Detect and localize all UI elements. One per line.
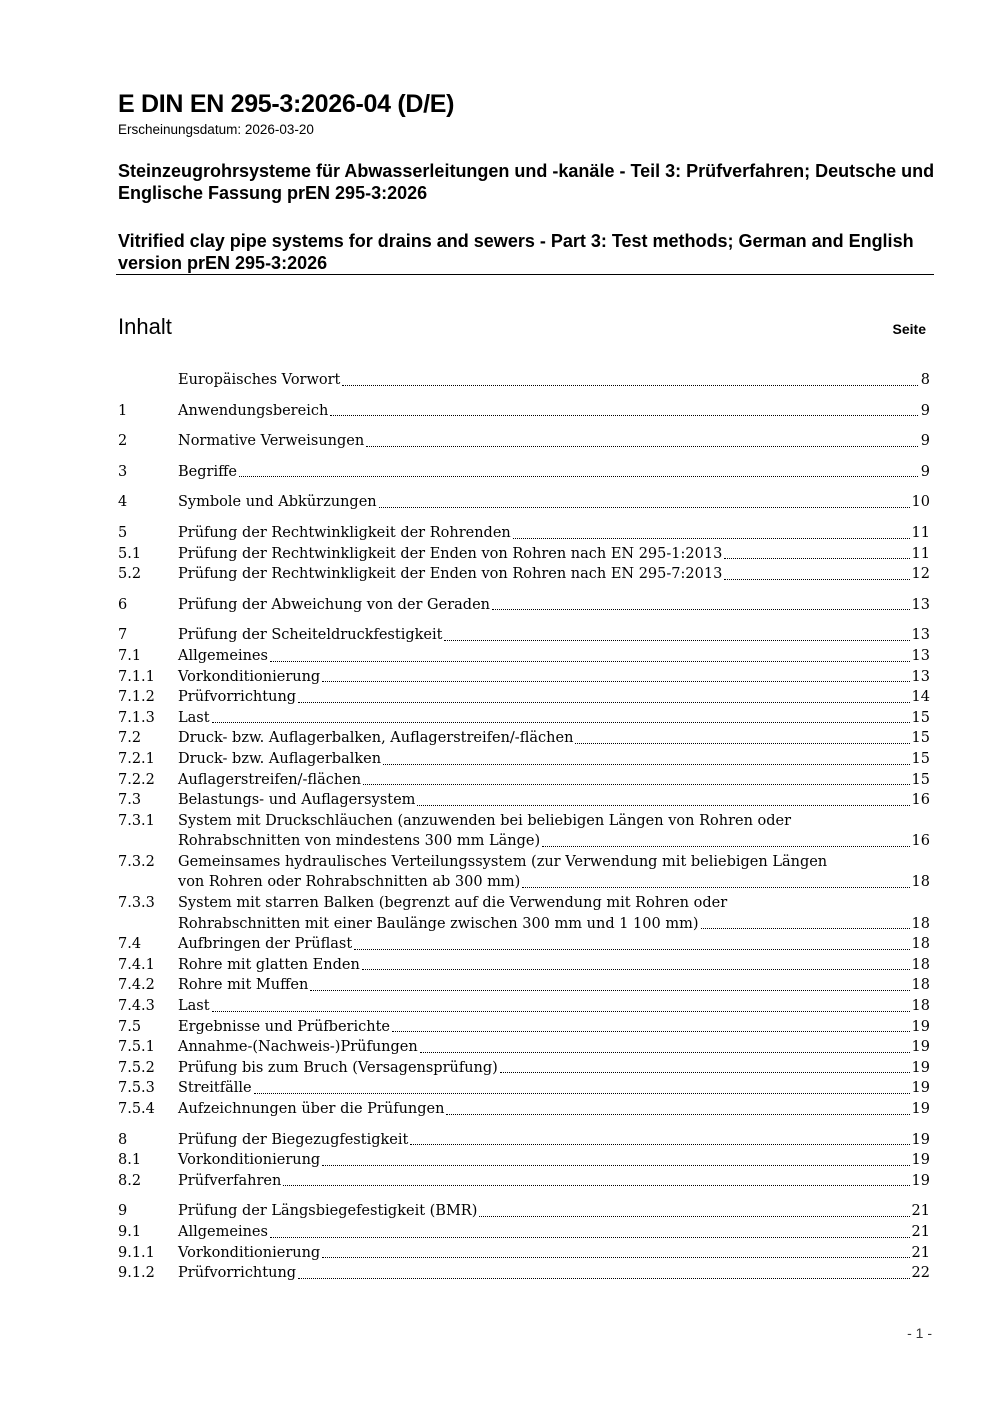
toc-entry-title: Prüfung der Längsbiegefestigkeit (BMR) — [178, 1203, 478, 1220]
toc-entry[interactable] — [118, 852, 930, 893]
toc-entry-page: 15 — [911, 750, 930, 767]
toc-entry-title: Prüfung der Scheiteldruckfestigkeit — [178, 627, 443, 644]
publication-date: Erscheinungsdatum: 2026-03-20 — [118, 122, 314, 137]
toc-entry-page: 19 — [911, 1039, 930, 1056]
toc-entry-page: 18 — [911, 915, 930, 932]
toc-entry-title: Europäisches Vorwort — [178, 372, 341, 388]
toc-entry-number: 1 — [118, 402, 128, 419]
toc-entry-number: 5.2 — [118, 566, 142, 583]
toc-entry-number: 7.3.1 — [118, 812, 155, 829]
table-of-contents — [118, 370, 930, 1284]
toc-entry[interactable] — [118, 1058, 930, 1079]
toc-entry[interactable] — [118, 544, 930, 565]
toc-dot-leader — [322, 1161, 909, 1166]
toc-entry[interactable] — [118, 492, 930, 513]
toc-entry[interactable] — [118, 1130, 930, 1151]
toc-entry-page: 14 — [911, 689, 930, 706]
toc-entry-title: Vorkonditionierung — [178, 1152, 321, 1169]
toc-entry-number: 7.2 — [118, 730, 142, 747]
toc-entry-page: 19 — [911, 1101, 930, 1117]
toc-entry-title: Prüfung der Rechtwinkligkeit der Rohrenden — [178, 524, 511, 541]
toc-entry-page: 18 — [911, 936, 930, 953]
toc-entry-number: 7.3 — [118, 792, 142, 809]
toc-entry[interactable] — [118, 1150, 930, 1171]
toc-dot-leader — [513, 534, 910, 539]
toc-entry-page: 21 — [911, 1203, 930, 1220]
toc-entry-page: 9 — [920, 402, 930, 419]
toc-entry-title: Vorkonditionierung — [178, 668, 321, 685]
toc-dot-leader — [701, 924, 910, 929]
toc-entry-page: 18 — [911, 998, 930, 1015]
toc-entry-number: 2 — [118, 433, 128, 450]
toc-entry-number: 8 — [118, 1131, 128, 1148]
toc-entry-page: 21 — [911, 1223, 930, 1240]
toc-entry-page: 19 — [911, 1059, 930, 1076]
document-id: E DIN EN 295-3:2026-04 (D/E) — [118, 90, 455, 118]
toc-entry-number: 7.4 — [118, 936, 142, 953]
toc-entry-title: Prüfung der Abweichung von der Geraden — [178, 596, 490, 613]
toc-dot-leader — [354, 945, 909, 950]
toc-entry-page: 9 — [920, 463, 930, 480]
toc-dot-leader — [310, 986, 909, 991]
toc-entry[interactable] — [118, 1037, 930, 1058]
toc-entry-number: 7.5 — [118, 1018, 142, 1035]
toc-entry-page: 11 — [911, 545, 930, 562]
toc-entry-title: Ergebnisse und Prüfberichte — [178, 1018, 390, 1035]
toc-entry[interactable] — [118, 749, 930, 770]
toc-dot-leader — [298, 1274, 909, 1279]
toc-dot-leader — [239, 472, 918, 477]
toc-entry-number: 7.1.1 — [118, 668, 155, 685]
toc-entry-title-continued: Rohrabschnitten mit einer Baulänge zwischen 300 mm und 1 100 mm) — [178, 915, 699, 932]
toc-dot-leader — [270, 1233, 910, 1238]
toc-entry-number: 7.4.1 — [118, 956, 155, 973]
toc-entry-page: 9 — [920, 433, 930, 450]
toc-entry[interactable] — [118, 790, 930, 811]
toc-entry-title: Prüfung der Rechtwinkligkeit der Enden von Rohren nach EN 295-7:2013 — [178, 566, 723, 583]
toc-entry-page: 13 — [911, 627, 930, 644]
toc-dot-leader — [479, 1212, 909, 1217]
toc-dot-leader — [492, 605, 910, 610]
toc-page-column-label: Seite — [892, 321, 926, 337]
toc-entry[interactable] — [118, 1017, 930, 1038]
toc-entry-title: Normative Verweisungen — [178, 433, 365, 450]
toc-dot-leader — [522, 883, 909, 888]
title-german: Steinzeugrohrsysteme für Abwasserleitungen und -kanäle - Teil 3: Prüfverfahren; Deutsche und Englische Fassung prEN 295-3:2026 — [118, 161, 935, 203]
toc-entry[interactable] — [118, 1078, 930, 1099]
toc-dot-leader — [500, 1068, 910, 1073]
toc-dot-leader — [383, 760, 909, 765]
toc-entry-page: 13 — [911, 596, 930, 613]
toc-entry-title: Prüfung der Biegezugfestigkeit — [178, 1131, 409, 1148]
toc-entry-number: 5.1 — [118, 545, 142, 562]
toc-entry-page: 19 — [911, 1131, 930, 1148]
toc-entry[interactable] — [118, 462, 930, 483]
toc-dot-leader — [724, 575, 909, 580]
toc-entry-title: Last — [178, 709, 210, 726]
toc-entry-title: Rohre mit Muffen — [178, 977, 309, 994]
toc-entry-title: Begriffe — [178, 463, 237, 480]
toc-dot-leader — [417, 801, 909, 806]
toc-entry-title: Symbole und Abkürzungen — [178, 494, 377, 511]
toc-dot-leader — [392, 1027, 910, 1032]
toc-entry-number: 7.3.3 — [118, 895, 155, 912]
toc-entry[interactable] — [118, 1099, 930, 1120]
toc-entry-title: Gemeinsames hydraulisches Verteilungssystem (zur Verwendung mit beliebigen Längen — [178, 853, 828, 870]
toc-entry-title: Druck- bzw. Auflagerbalken, Auflagerstreifen/-flächen — [178, 730, 574, 747]
toc-entry-number: 7.2.2 — [118, 771, 155, 788]
toc-dot-leader — [298, 698, 909, 703]
footer-page-number: - 1 - — [907, 1325, 932, 1341]
toc-entry-number: 9 — [118, 1203, 128, 1220]
toc-dot-leader — [446, 1110, 909, 1115]
toc-entry-page: 18 — [911, 956, 930, 973]
toc-entry-title: Prüfverfahren — [178, 1172, 282, 1189]
header-divider — [116, 274, 934, 275]
toc-entry[interactable] — [118, 955, 930, 976]
toc-dot-leader — [420, 1048, 910, 1053]
toc-entry-title: Prüfung bis zum Bruch (Versagensprüfung) — [178, 1059, 498, 1076]
toc-dot-leader — [379, 503, 910, 508]
toc-dot-leader — [575, 739, 909, 744]
toc-entry[interactable] — [118, 728, 930, 749]
toc-dot-leader — [270, 657, 910, 662]
toc-entry-number: 7.5.1 — [118, 1039, 155, 1056]
toc-entry-page: 19 — [911, 1152, 930, 1169]
toc-entry-number: 7.3.2 — [118, 853, 155, 870]
toc-entry-title: Last — [178, 998, 210, 1015]
toc-entry-number: 9.1 — [118, 1223, 142, 1240]
toc-entry-number: 6 — [118, 596, 128, 613]
toc-dot-leader — [330, 411, 918, 416]
toc-entry[interactable] — [118, 1243, 930, 1264]
toc-entry[interactable] — [118, 595, 930, 616]
toc-entry-title: Prüfvorrichtung — [178, 1265, 297, 1282]
toc-entry[interactable] — [118, 975, 930, 996]
toc-entry[interactable] — [118, 370, 930, 391]
toc-entry-title: Vorkonditionierung — [178, 1244, 321, 1261]
toc-entry-page: 19 — [911, 1080, 930, 1097]
toc-dot-leader — [410, 1140, 909, 1145]
toc-entry-title: Prüfvorrichtung — [178, 689, 297, 706]
toc-entry-title: Aufzeichnungen über die Prüfungen — [178, 1101, 445, 1117]
toc-entry-number: 9.1.1 — [118, 1244, 155, 1261]
toc-entry-page: 15 — [911, 709, 930, 726]
toc-entry-page: 8 — [920, 372, 930, 388]
toc-entry-number: 7.1.3 — [118, 709, 155, 726]
toc-entry-number: 7.2.1 — [118, 750, 155, 767]
toc-entry-title: Streitfälle — [178, 1080, 252, 1097]
toc-entry-title-continued: von Rohren oder Rohrabschnitten ab 300 mm) — [178, 874, 521, 891]
toc-entry-page: 15 — [911, 771, 930, 788]
toc-entry-title-continued: Rohrabschnitten von mindestens 300 mm Länge) — [178, 833, 541, 850]
toc-entry-number: 7.4.3 — [118, 998, 155, 1015]
toc-entry-number: 4 — [118, 494, 128, 511]
toc-entry-page: 18 — [911, 874, 930, 891]
toc-entry-title: Annahme-(Nachweis-)Prüfungen — [178, 1039, 418, 1056]
toc-entry-number: 8.2 — [118, 1172, 142, 1189]
toc-entry-page: 16 — [911, 833, 930, 850]
toc-entry-number: 7.1 — [118, 647, 142, 664]
toc-dot-leader — [444, 636, 909, 641]
toc-entry-page: 19 — [911, 1018, 930, 1035]
toc-dot-leader — [363, 780, 909, 785]
toc-entry[interactable] — [118, 996, 930, 1017]
toc-entry-page: 18 — [911, 977, 930, 994]
toc-entry-page: 15 — [911, 730, 930, 747]
toc-dot-leader — [322, 677, 909, 682]
toc-entry-number: 7.1.2 — [118, 689, 155, 706]
toc-entry-page: 16 — [911, 792, 930, 809]
toc-entry-title: Allgemeines — [178, 647, 268, 664]
toc-dot-leader — [322, 1253, 909, 1258]
toc-entry-title: Druck- bzw. Auflagerbalken — [178, 750, 382, 767]
toc-entry[interactable] — [118, 625, 930, 646]
toc-entry-page: 21 — [911, 1244, 930, 1261]
toc-entry-title: System mit Druckschläuchen (anzuwenden bei beliebigen Längen von Rohren oder — [178, 812, 792, 829]
toc-entry[interactable] — [118, 1263, 930, 1284]
toc-dot-leader — [283, 1181, 909, 1186]
toc-entry-page: 10 — [911, 494, 930, 511]
toc-dot-leader — [366, 442, 918, 447]
toc-entry[interactable] — [118, 708, 930, 729]
toc-entry[interactable] — [118, 667, 930, 688]
toc-entry[interactable] — [118, 523, 930, 544]
toc-entry-page: 22 — [911, 1265, 930, 1282]
toc-entry-title: Aufbringen der Prüflast — [178, 936, 353, 953]
toc-entry-title: Belastungs- und Auflagersystem — [178, 792, 416, 809]
toc-entry-page: 12 — [911, 566, 930, 583]
toc-entry-number: 5 — [118, 524, 128, 541]
toc-dot-leader — [212, 1007, 910, 1012]
toc-entry-number: 9.1.2 — [118, 1265, 155, 1282]
toc-dot-leader — [542, 842, 909, 847]
toc-entry-number: 7.4.2 — [118, 977, 155, 994]
toc-entry-number: 7 — [118, 627, 128, 644]
toc-entry-number: 7.5.2 — [118, 1059, 155, 1076]
toc-entry-number: 7.5.3 — [118, 1080, 155, 1097]
toc-dot-leader — [362, 965, 910, 970]
title-english: Vitrified clay pipe systems for drains and sewers - Part 3: Test methods; German and English version prEN 295-3:2026 — [118, 231, 914, 273]
toc-heading: Inhalt — [118, 314, 172, 339]
toc-entry[interactable] — [118, 934, 930, 955]
toc-dot-leader — [342, 381, 918, 386]
toc-entry[interactable] — [118, 811, 930, 852]
toc-entry-number: 7.5.4 — [118, 1101, 155, 1117]
toc-entry[interactable] — [118, 401, 930, 422]
toc-entry-page: 19 — [911, 1172, 930, 1189]
toc-entry[interactable] — [118, 687, 930, 708]
toc-entry[interactable] — [118, 1222, 930, 1243]
toc-entry[interactable] — [118, 431, 930, 452]
toc-entry-number: 8.1 — [118, 1152, 142, 1169]
toc-entry[interactable] — [118, 1171, 930, 1192]
toc-entry[interactable] — [118, 646, 930, 667]
toc-entry-page: 11 — [911, 524, 930, 541]
toc-entry-title: Auflagerstreifen/-flächen — [178, 771, 362, 788]
toc-entry-title: Prüfung der Rechtwinkligkeit der Enden von Rohren nach EN 295-1:2013 — [178, 545, 723, 562]
toc-entry-title: Rohre mit glatten Enden — [178, 956, 360, 973]
toc-entry-number: 3 — [118, 463, 128, 480]
toc-entry-title: Allgemeines — [178, 1223, 268, 1240]
toc-entry-page: 13 — [911, 647, 930, 664]
toc-entry-title: System mit starren Balken (begrenzt auf die Verwendung mit Rohren oder — [178, 895, 728, 912]
toc-entry[interactable] — [118, 893, 930, 934]
toc-entry-title: Anwendungsbereich — [178, 402, 329, 419]
toc-dot-leader — [724, 554, 909, 559]
toc-entry[interactable] — [118, 1201, 930, 1222]
toc-entry[interactable] — [118, 564, 930, 585]
toc-entry-page: 13 — [911, 668, 930, 685]
toc-dot-leader — [212, 718, 910, 723]
toc-dot-leader — [254, 1089, 910, 1094]
toc-entry[interactable] — [118, 770, 930, 791]
